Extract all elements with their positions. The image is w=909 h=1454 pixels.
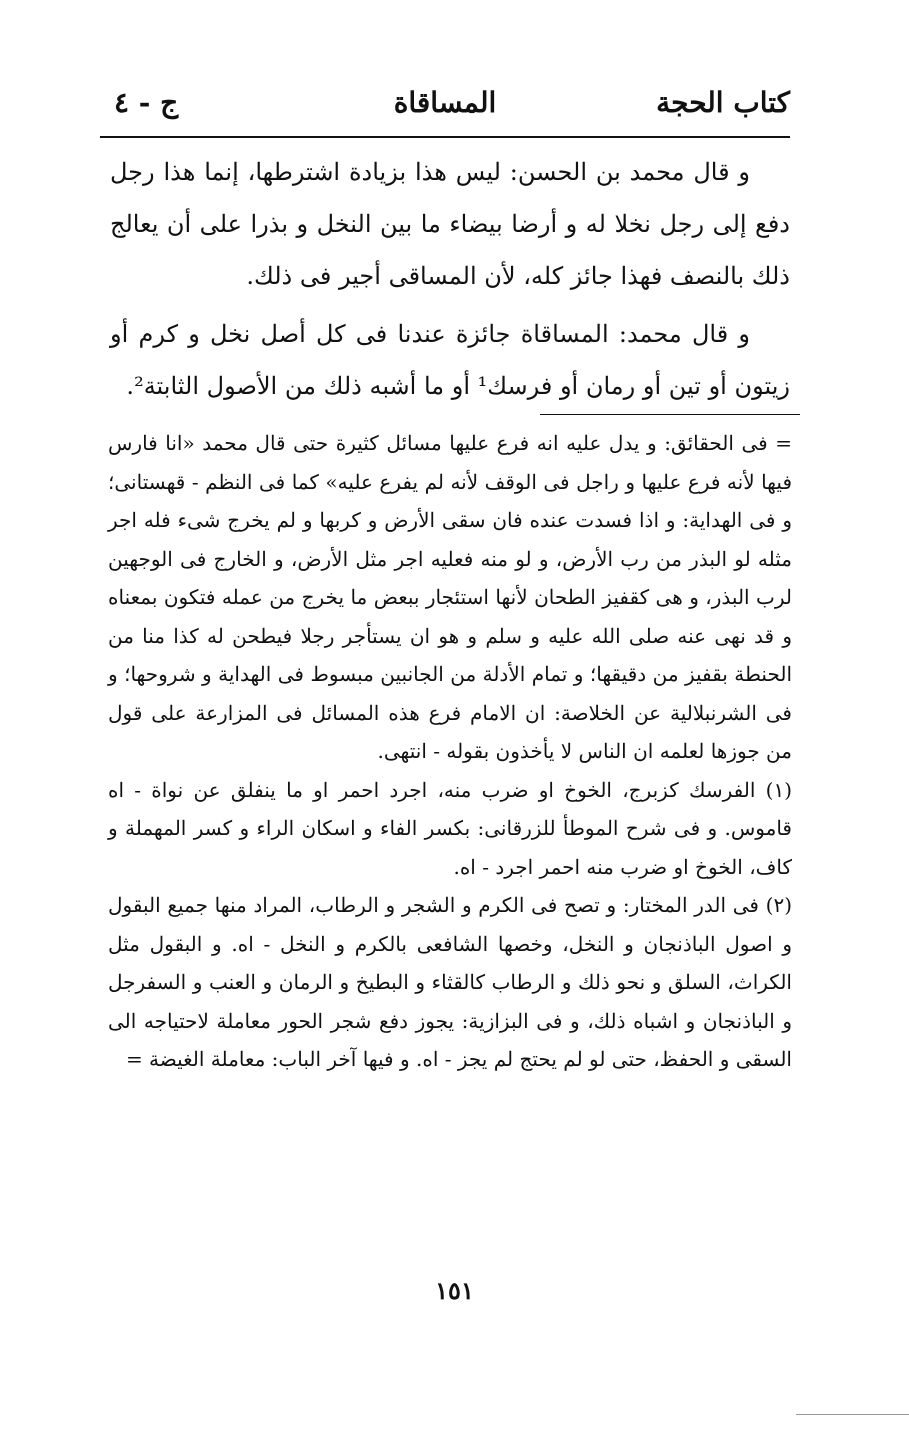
header-rule [100,136,790,138]
book-title: كتاب الحجة [656,86,790,119]
page-number: ١٥١ [435,1276,474,1305]
footnote-continuation: = فى الحقائق: و يدل عليه انه فرع عليها مسائل كثيرة حتى قال محمد «انا فارس فيها لأنه فرع عليها و راجل فى الوقف لأنه لم يفرع عليه» كما فى النظم - قهستانى؛ و فى الهداية: و اذا فسدت عنده فان سقى الأرض و كربها و لم يخرج شىء فله اجر مثله لو البذر من رب الأرض، و لو منه فعليه اجر مثل الأرض، و الخارج فى الوجهين لرب البذر، و هى كقفيز الطحان لأنها استئجار ببعض ما يخرج من عمله فتكون بمعناه و قد نهى عنه صلى الله عليه و سلم و هو ان يستأجر رجلا فيطحن له كذا منا من الحنطة بقفيز من دقيقها؛ و تمام الأدلة من الجانبين مبسوط فى الهداية و شروحها؛ و فى الشرنبلالية عن الخلاصة: ان الامام فرع هذه المسائل فى المزارعة على قول من جوزها لعلمه ان الناس لا يأخذون بقوله - انتهى. [108,431,792,763]
footnote-2: (٢) فى الدر المختار: و تصح فى الكرم و الشجر و الرطاب، المراد منها جميع البقول و اصول الباذنجان و النخل، وخصها الشافعى بالكرم و النخل - اه. و البقول مثل الكراث، السلق و نحو ذلك و الرطاب كالقثاء و البطيخ و الرمان و العنب و السفرجل و الباذنجان و اشباه ذلك، و فى البزازية: يجوز دفع شجر الحور معاملة لاحتياجه الى السقى و الحفظ، حتى لو لم يحتج لم يجز - اه. و فيها آخر الباب: معاملة الغيضة = [108,893,792,1071]
main-text [110,146,790,412]
main-paragraph: و قال محمد: المساقاة جائزة عندنا فى كل أصل نخل و كرم أو زيتون أو تين أو رمان أو فرسك¹ أو ما أشبه ذلك من الأصول الثابتة². [110,320,790,400]
footnote-1: (١) الفرسك كزبرج، الخوخ او ضرب منه، اجرد احمر او ما ينفلق عن نواة - اه قاموس. و فى شرح الموطأ للزرقانى: بكسر الفاء و اسكان الراء و كسر المهملة و كاف، الخوخ او ضرب منه احمر اجرد - اه. [108,777,792,879]
footnote-separator [540,414,800,415]
chapter-title: المساقاة [393,86,497,119]
main-paragraph: و قال محمد بن الحسن: ليس هذا بزيادة اشترطها، إنما هذا رجل دفع إلى رجل نخلا له و أرضا بيضاء ما بين النخل و بذرا على أن يعالج ذلك بالنصف فهذا جائز كله، لأن المساقى أجير فى ذلك. [110,158,790,290]
scan-edge-line [796,1414,909,1415]
footnotes [108,424,792,1079]
volume-number: ج - ٤ [114,86,179,119]
running-header [100,80,790,126]
